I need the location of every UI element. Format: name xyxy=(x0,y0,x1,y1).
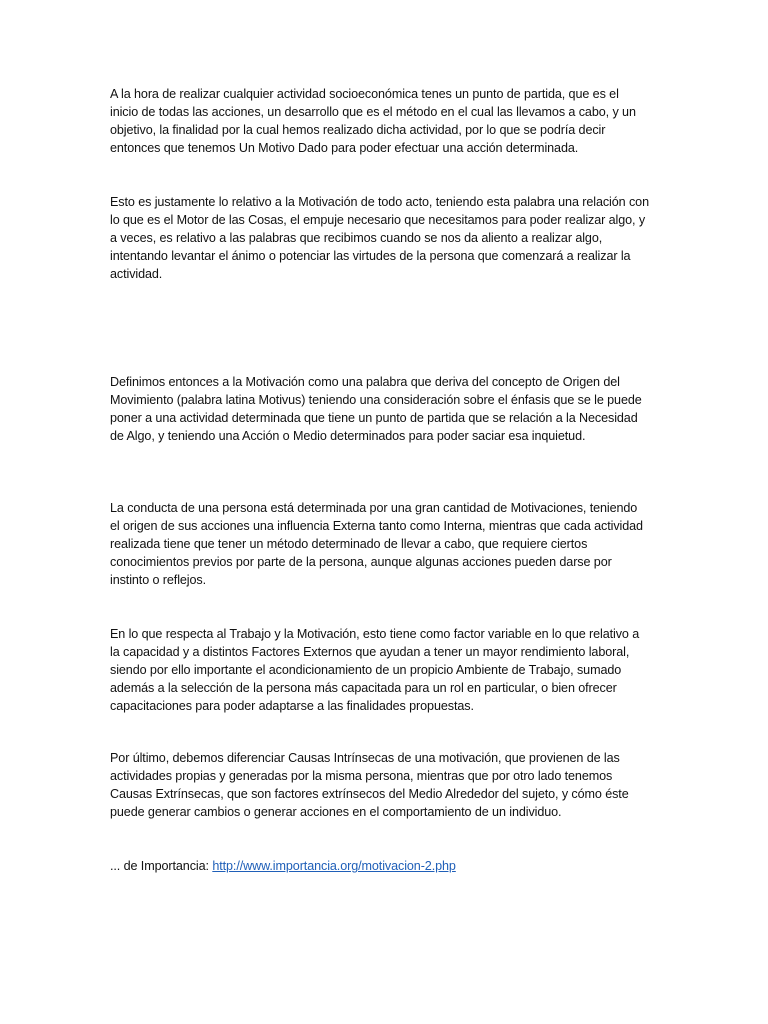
paragraph-work-motivation: En lo que respecta al Trabajo y la Motivación, esto tiene como factor variable en lo que relativo a la capacidad y a distintos Factores Externos que ayudan a tener un mayor rendimiento laboral, siendo por ello importante el acondicionamiento de un propicio Ambiente de Trabajo, sumado además a la selección de la persona más capacitada para un rol en particular, o bien ofrecer capacitaciones para poder adaptarse a las finalidades propuestas. xyxy=(110,627,640,713)
source-line xyxy=(110,857,650,875)
paragraph-motivation-definition: Esto es justamente lo relativo a la Motivación de todo acto, teniendo esta palabra una relación con lo que es el Motor de las Cosas, el empuje necesario que necesitamos para poder realizar algo, y a veces, es relativo a las palabras que recibimos cuando se nos da aliento a realizar algo, intentando levantar el ánimo o potenciar las virtudes de la persona que comenzará a realizar la actividad. xyxy=(110,195,649,281)
paragraph-motivation-origin: Definimos entonces a la Motivación como una palabra que deriva del concepto de Origen del Movimiento (palabra latina Motivus) teniendo una consideración sobre el énfasis que se le puede poner a una actividad determinada que tiene un punto de partida que se relación a la Necesidad de Algo, y teniendo una Acción o Medio determinados para poder saciar esa inquietud. xyxy=(110,375,642,443)
paragraph-causes: Por último, debemos diferenciar Causas Intrínsecas de una motivación, que provienen de las actividades propias y generadas por la misma persona, mientras que por otro lado tenemos Causas Extrínsecas, que son factores extrínsecos del Medio Alrededor del sujeto, y cómo éste puede generar cambios o generar acciones en el comportamiento de un individuo. xyxy=(110,751,629,819)
source-prefix: ... de Importancia: xyxy=(110,859,213,873)
paragraph-conduct: La conducta de una persona está determinada por una gran cantidad de Motivaciones, teniendo el origen de sus acciones una influencia Externa tanto como Interna, mientras que cada actividad realizada tiene que tener un método determinado de llevar a cabo, que requiere ciertos conocimientos previos por parte de la persona, aunque algunas acciones pueden darse por instinto o reflejos. xyxy=(110,501,643,587)
paragraph-intro: A la hora de realizar cualquier actividad socioeconómica tenes un punto de partida, que es el inicio de todas las acciones, un desarrollo que es el método en el cual las llevamos a cabo, y un objetivo, la finalidad por la cual hemos realizado dicha actividad, por lo que se podría decir entonces que tenemos Un Motivo Dado para poder efectuar una acción determinada. xyxy=(110,87,636,155)
source-link[interactable]: http://www.importancia.org/motivacion-2.php xyxy=(212,859,456,873)
